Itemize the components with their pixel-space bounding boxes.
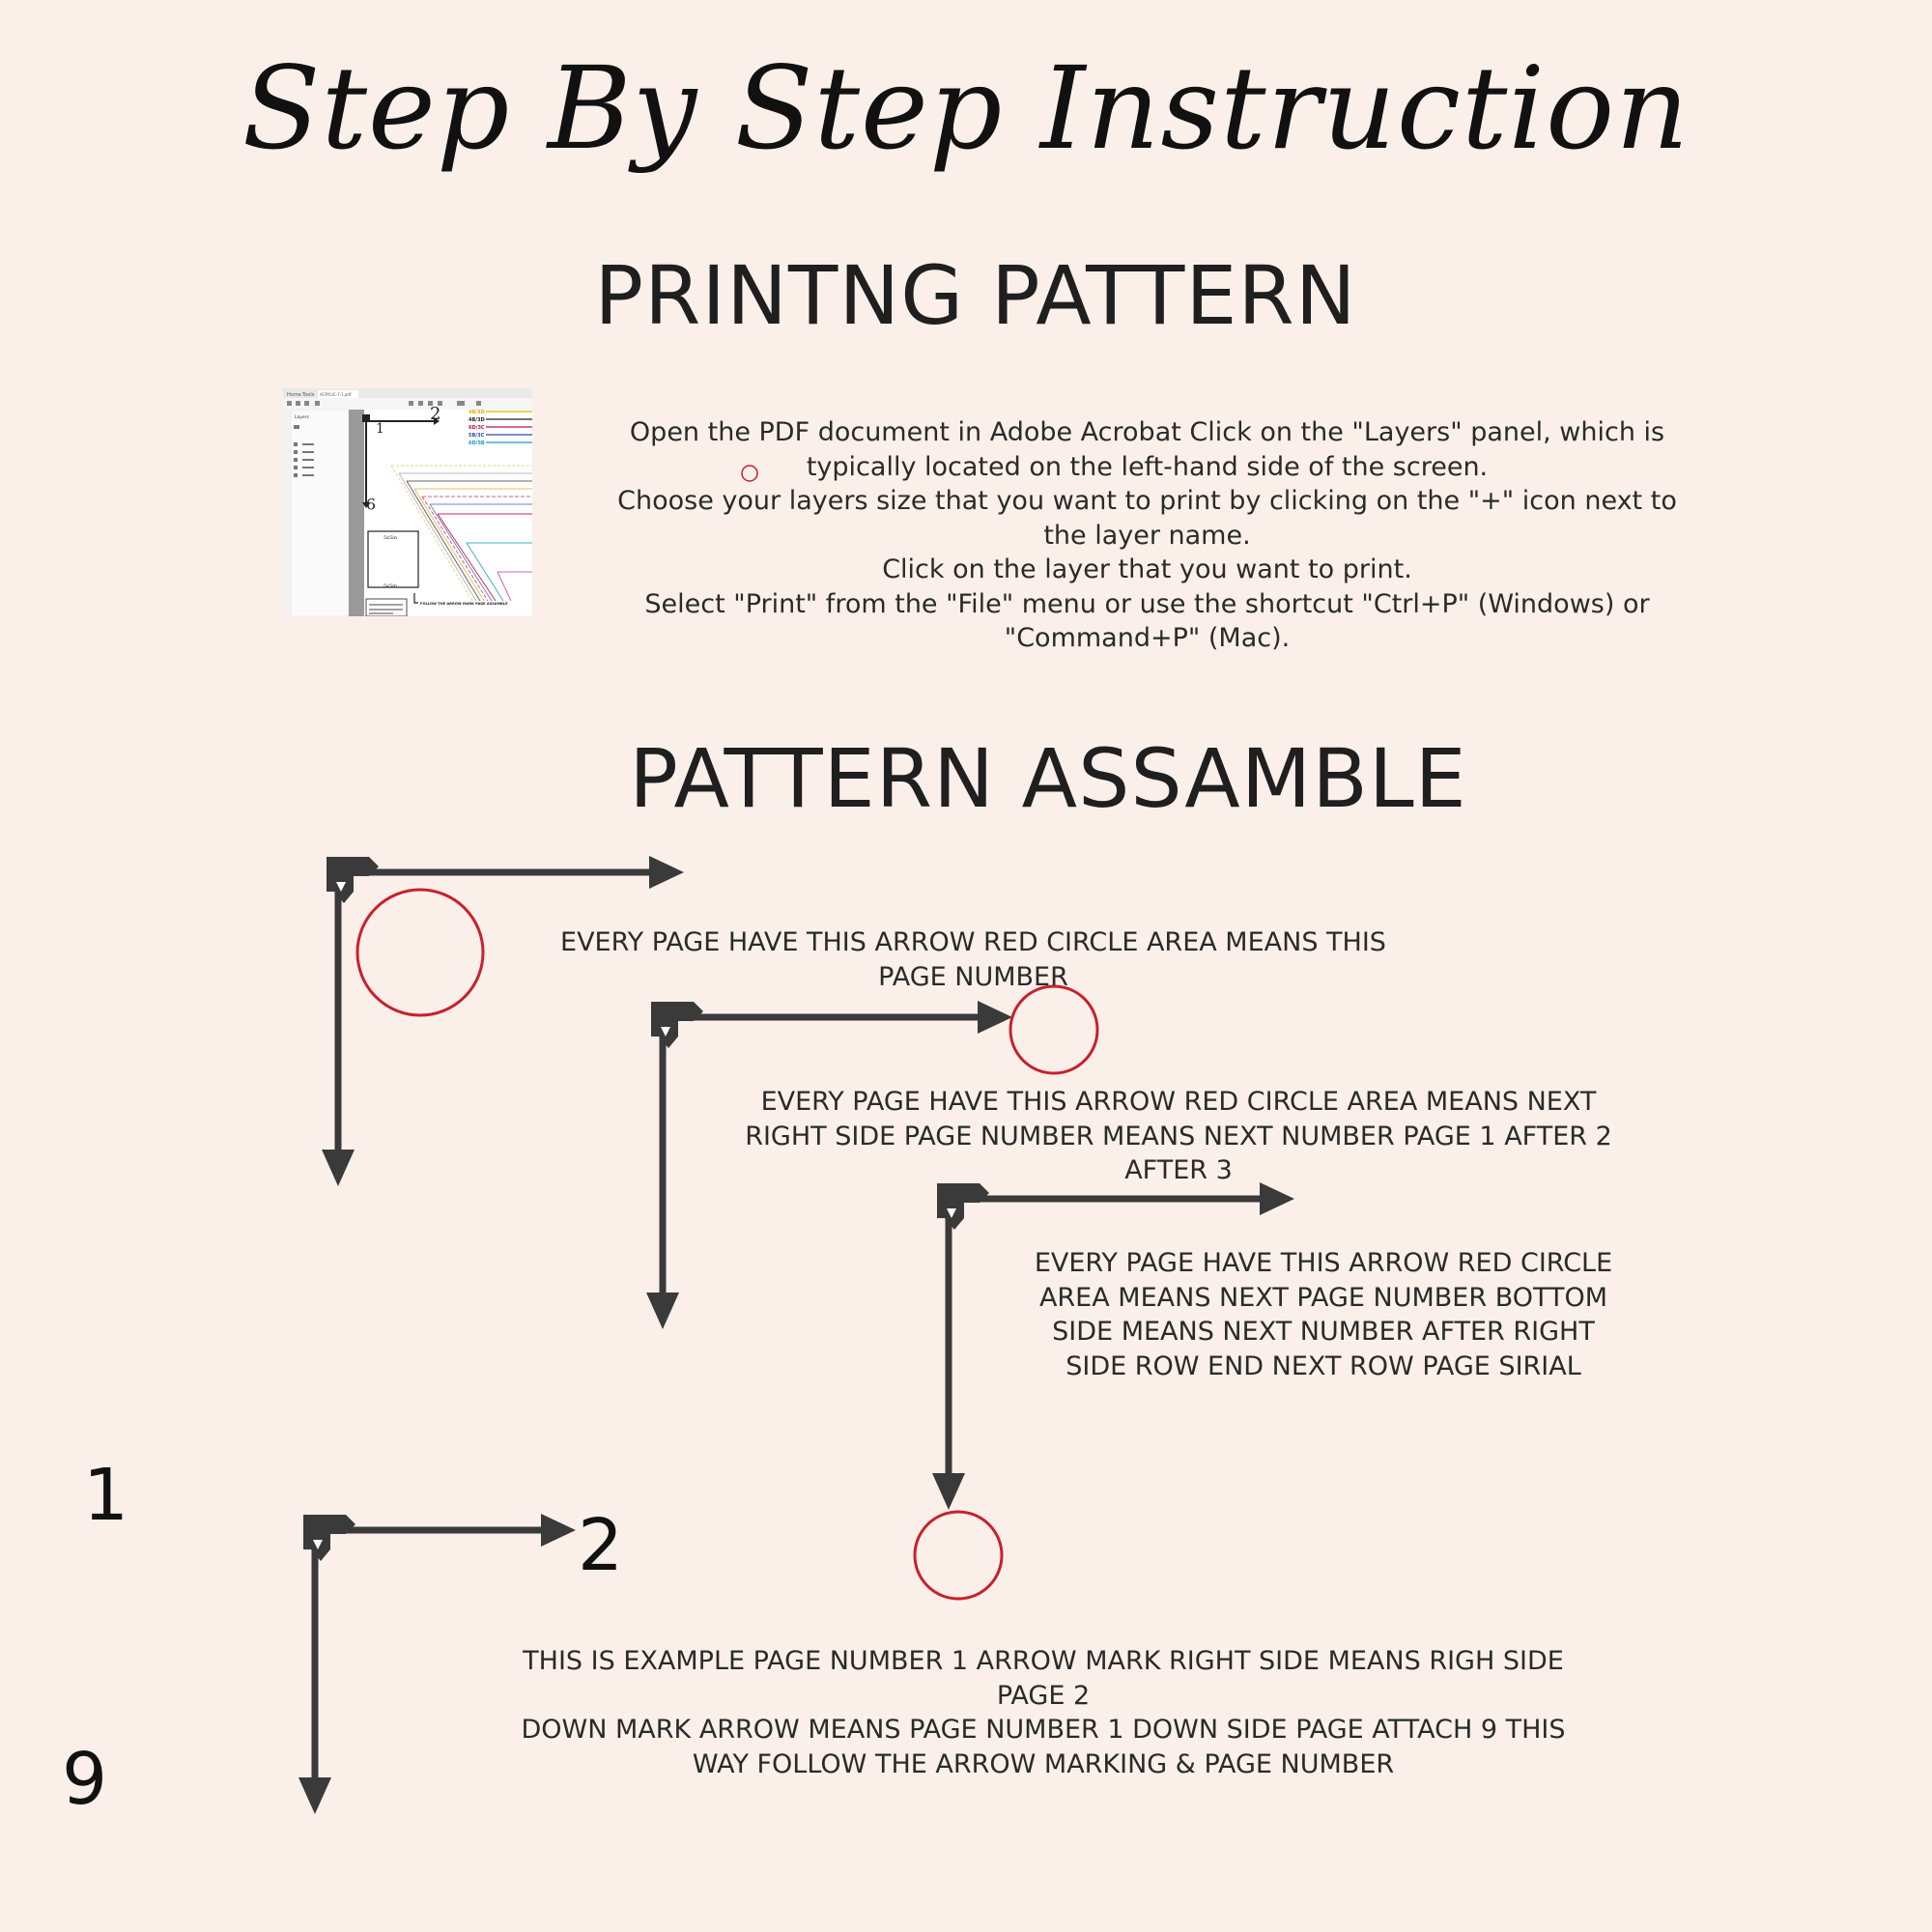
note-line: EVERY PAGE HAVE THIS ARROW RED CIRCLE AREA MEANS THIS	[560, 927, 1386, 957]
thumb-tab-home: Home	[287, 392, 301, 398]
instruction-line: Click on the layer that you want to print.	[882, 554, 1412, 584]
note-line: AFTER 3	[1124, 1155, 1233, 1185]
note-line: EVERY PAGE HAVE THIS ARROW RED CIRCLE AREA MEANS NEXT	[760, 1087, 1597, 1117]
example-line: PAGE 2	[996, 1680, 1091, 1711]
note-line: PAGE NUMBER	[878, 961, 1068, 992]
note-bottom-page	[937, 1246, 1710, 1383]
thumb-box-label-bottom: 5x5in	[384, 583, 398, 589]
thumb-size-4: 6D/5B	[469, 440, 485, 446]
thumb-size-0: 4B/3D	[469, 410, 485, 415]
example-line: DOWN MARK ARROW MEANS PAGE NUMBER 1 DOWN SIDE PAGE ATTACH 9 THIS	[521, 1715, 1566, 1745]
corner-arrow-3	[915, 1182, 1294, 1599]
note-this-page	[454, 925, 1492, 994]
example-down-number: 9	[62, 1738, 108, 1821]
thumb-tab-file: ACRYLIC-7-1.pdf	[320, 392, 352, 397]
instruction-line: the layer name.	[1043, 520, 1251, 551]
thumb-number-2: 2	[430, 404, 441, 424]
instruction-line: Open the PDF document in Adobe Acrobat Click on the "Layers" panel, which is	[629, 417, 1665, 447]
note-line: SIDE MEANS NEXT NUMBER AFTER RIGHT	[1052, 1317, 1595, 1347]
thumb-box-label-top: 5x5in	[384, 535, 398, 541]
thumb-size-3: 5B/3C	[469, 433, 485, 439]
thumb-number-9: 9	[365, 495, 376, 513]
red-circle-3	[915, 1512, 1002, 1599]
example-line: THIS IS EXAMPLE PAGE NUMBER 1 ARROW MARK RIGHT SIDE MEANS RIGH SIDE	[523, 1646, 1564, 1676]
note-line: AREA MEANS NEXT PAGE NUMBER BOTTOM	[1038, 1282, 1608, 1313]
example-line: WAY FOLLOW THE ARROW MARKING & PAGE NUMBER	[692, 1748, 1395, 1779]
assemble-heading: PATTERN ASSAMBLE	[629, 731, 1467, 826]
thumb-panel-title: Layers	[295, 415, 309, 420]
note-line: EVERY PAGE HAVE THIS ARROW RED CIRCLE	[1034, 1248, 1613, 1278]
thumb-size-1: 4B/3D	[469, 417, 485, 423]
corner-arrow-1	[322, 856, 684, 1186]
thumb-number-1: 1	[376, 421, 384, 437]
note-right-page	[638, 1085, 1719, 1188]
thumb-size-2: 6D/3C	[469, 425, 485, 431]
instruction-line: Choose your layers size that you want to print by clicking on the "+" icon next to	[617, 486, 1677, 516]
thumb-follow-note: FOLLOW THE ARROW MARK PAGE ASSAMBLE	[420, 602, 508, 606]
example-right-number: 2	[578, 1504, 624, 1587]
note-line: SIDE ROW END NEXT ROW PAGE SIRIAL	[1065, 1350, 1581, 1381]
thumb-tab-tools: Tools	[302, 392, 315, 398]
instruction-line: Select "Print" from the "File" menu or use the shortcut "Ctrl+P" (Windows) or	[644, 588, 1650, 619]
page-title: Step By Step Instruction	[242, 42, 1690, 175]
note-line: RIGHT SIDE PAGE NUMBER MEANS NEXT NUMBER PAGE 1 AFTER 2	[745, 1121, 1612, 1151]
example-explanation	[415, 1644, 1671, 1781]
instruction-line: typically located on the left-hand side of the screen.	[806, 451, 1489, 482]
example-page-number: 1	[83, 1454, 129, 1537]
instruction-line: "Command+P" (Mac).	[1004, 623, 1291, 653]
red-circle-2	[1010, 986, 1097, 1073]
printing-heading: PRINTNG PATTERN	[594, 248, 1357, 343]
